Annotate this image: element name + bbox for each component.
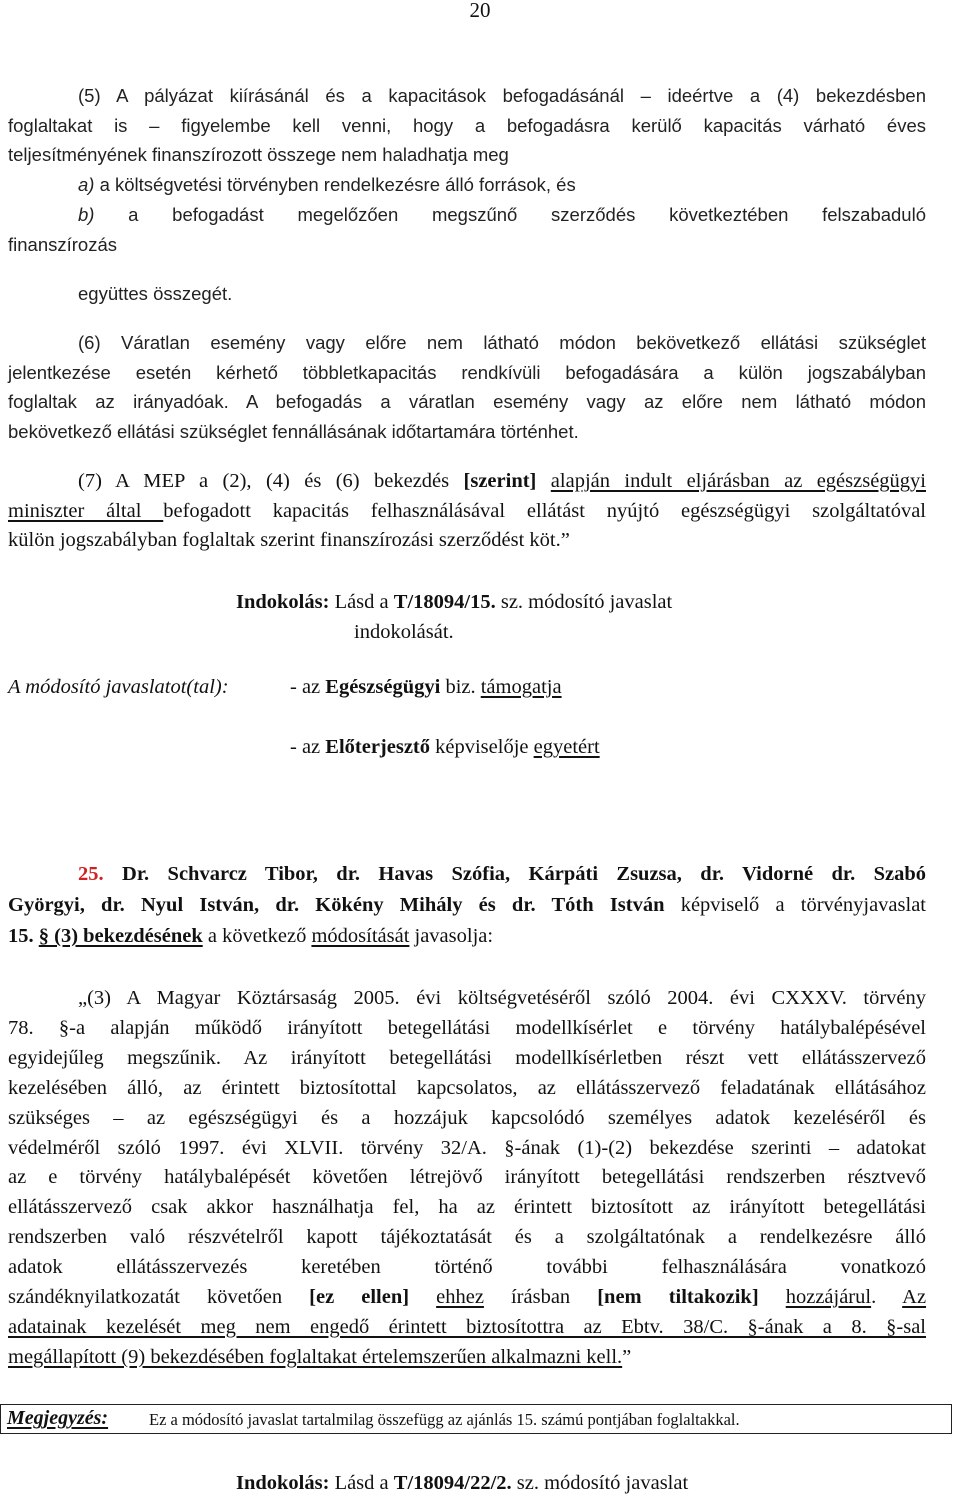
quote-11-e: írásban — [483, 1286, 598, 1309]
proposal-modification-word: módosítását — [311, 925, 410, 947]
quote-line-9: rendszerben való részvételről kapott tájékoztatását és a szolgáltatónak a rendelkezésre álló — [8, 1226, 926, 1249]
quote-11-a: szándéknyilatkozatát követően — [8, 1286, 310, 1309]
support-proposer-position: egyetért — [533, 736, 600, 758]
justification-1-text: Lásd a — [329, 591, 394, 613]
p6-line-3: foglaltak az irányadóak. A befogadás a váratlan esemény vagy az előre nem látható módon — [8, 391, 926, 413]
p5-b-text: a befogadást megelőzően megszűnő szerződés következtében felszabaduló — [94, 203, 926, 225]
proposal-25-line-3 — [8, 921, 926, 952]
quote-line-7: az e törvény hatálybalépését követően létrejövő irányított betegellátási rendszerben résztvevő — [8, 1166, 926, 1189]
paragraph-6 — [8, 328, 926, 447]
p5-b-marker: b) — [78, 203, 95, 225]
note-label: Megjegyzés: — [7, 1407, 109, 1429]
p7-line-2 — [8, 497, 926, 527]
quote-11-i: . — [871, 1286, 903, 1309]
support-proposer-name: Előterjesztő — [325, 736, 431, 758]
p7-text-1: (7) A MEP a (2), (4) és (6) bekezdés — [78, 470, 464, 492]
quote-line-4: kezelésében álló, az érintett biztosítottal kapcsolatos, az ellátásszervező feladatának ellátásához — [8, 1076, 926, 1099]
page-number: 20 — [469, 0, 491, 22]
paragraph-7 — [8, 467, 926, 556]
quote-11-deleted-2: [nem tiltakozik] — [597, 1286, 759, 1309]
quote-line-5: szükséges – az egészségügyi és a hozzájuk kapcsolódó személyes adatok kezeléséről és — [8, 1106, 926, 1129]
support-proposer-mid: képviselője — [430, 736, 534, 758]
p7-line-1 — [8, 467, 926, 497]
proposal-25-text-2: a következő — [202, 925, 312, 947]
quote-line-10: adatok ellátásszervezés keretében történő további felhasználására vonatkozó — [8, 1256, 926, 1279]
quote-line-3: egyidejűleg megszűnik. Az irányított betegellátási modellkísérletben részt vett ellátásszervező — [8, 1046, 926, 1069]
note-box — [0, 1404, 952, 1434]
justification-1-label: Indokolás: — [236, 591, 330, 613]
p5-line-2: foglaltakat is – figyelembe kell venni, hogy a befogadásra kerülő kapacitás várható éves — [8, 114, 926, 136]
proposal-authors-1: Dr. Schvarcz Tibor, dr. Havas Szófia, Kárpáti Zsuzsa, dr. Vidorné dr. Szabó — [103, 863, 926, 885]
justification-2 — [236, 1468, 688, 1498]
support-proposer — [290, 736, 600, 759]
justification-1-line — [236, 587, 672, 617]
quote-11-inserted-1: ehhez — [436, 1286, 484, 1309]
quote-12-inserted: adatainak kezelését meg nem engedő érintett biztosítottra az Ebtv. 38/C. §-ának a 8. §-sal — [8, 1315, 926, 1338]
quote-11-space-1 — [409, 1286, 436, 1308]
p5-line-1: (5) A pályázat kiírásánál és a kapacitások befogadásánál – ideértve a (4) bekezdésben — [78, 85, 926, 106]
proposal-authors-2: Györgyi, dr. Nyul István, dr. Kökény Mihály és dr. Tóth István — [8, 894, 665, 916]
support-committee — [290, 676, 562, 699]
proposal-25-line-2 — [8, 890, 926, 921]
quote-line-6: védelméről szóló 1997. évi XLVII. törvény 32/A. §-ának (1)-(2) bekezdése szerinti – adatokat — [8, 1136, 926, 1159]
justification-1 — [236, 587, 672, 647]
quote-line-2: 78. §-a alapján működő irányított betegellátási modellkísérlet e törvény hatálybalépésével — [8, 1016, 926, 1039]
quote-11-inserted-3: Az — [902, 1286, 927, 1309]
p7-text-2: befogadott kapacitás felhasználásával ellátást nyújtó egészségügyi szolgáltatóval — [163, 499, 926, 522]
p7-deleted-word: [szerint] — [463, 470, 537, 492]
support-committee-prefix: - az — [290, 676, 326, 698]
justification-1-text-2: sz. módosító javaslat — [495, 591, 673, 613]
quote-11-deleted-1: [ez ellen] — [309, 1286, 410, 1309]
proposal-number: 25. — [78, 863, 104, 885]
justification-2-text-2: sz. módosító javaslat — [511, 1472, 689, 1494]
proposal-25-line-1 — [8, 859, 926, 890]
p7-inserted-text-2: miniszter által — [8, 499, 164, 522]
proposal-section-ref: § (3) bekezdésének — [38, 925, 203, 947]
justification-1-ref: T/18094/15. — [393, 591, 496, 613]
support-committee-mid: biz. — [440, 676, 481, 698]
paragraph-5 — [8, 81, 926, 309]
p6-line-4: bekövetkező ellátási szükséglet fennállásának időtartamára történhet. — [8, 421, 579, 443]
justification-1-line-2: indokolását. — [354, 621, 454, 643]
quote-13-end: ” — [622, 1345, 632, 1368]
p7-line-3: külön jogszabályban foglaltak szerint finanszírozási szerződést köt.” — [8, 529, 570, 552]
quote-11-space-2 — [759, 1286, 786, 1308]
quote-line-12 — [8, 1313, 926, 1343]
quote-line-8: ellátásszervező csak akkor használhatja fel, ha az érintett biztosított az irányított betegellátási — [8, 1196, 926, 1219]
p6-line-1: (6) Váratlan esemény vagy előre nem látható módon bekövetkező ellátási szükséglet — [78, 332, 926, 353]
p5-b-continuation: finanszírozás — [8, 233, 117, 255]
quote-line-13 — [8, 1343, 926, 1373]
p5-item-a — [8, 170, 926, 200]
proposal-section-number: 15. — [8, 925, 39, 947]
quote-11-inserted-2: hozzájárul — [785, 1286, 872, 1309]
quote-line-11 — [8, 1283, 926, 1313]
p5-line-3: teljesítményének finanszírozott összege nem haladhatja meg — [8, 144, 509, 166]
support-label: A módosító javaslatot(tal): — [8, 676, 229, 698]
quote-line-1: „(3) A Magyar Köztársaság 2005. évi költségvetéséről szóló 2004. évi CXXXV. törvény — [78, 987, 926, 1009]
quote-13-inserted: megállapított (9) bekezdésében foglaltakat értelemszerűen alkalmazni kell. — [8, 1345, 623, 1368]
support-committee-position: támogatja — [480, 676, 562, 698]
justification-2-label: Indokolás: — [236, 1472, 330, 1494]
p5-a-marker: a) — [78, 174, 95, 196]
p5-a-text: a költségvetési törvényben rendelkezésre álló források, és — [94, 174, 576, 196]
justification-2-text: Lásd a — [329, 1472, 394, 1494]
p7-space — [536, 470, 550, 492]
proposal-25-text-3: javasolja: — [409, 925, 494, 947]
p7-inserted-text-1: alapján indult eljárásban az egészségügyi — [550, 470, 926, 492]
p5-item-b — [8, 200, 926, 230]
p5-closing: együttes összegét. — [78, 283, 233, 305]
support-proposer-prefix: - az — [290, 736, 326, 758]
note-text: Ez a módosító javaslat tartalmilag összefügg az ajánlás 15. számú pontjában foglaltakkal. — [149, 1410, 740, 1429]
support-committee-name: Egészségügyi — [325, 676, 441, 698]
quoted-amendment — [8, 984, 926, 1373]
justification-2-ref: T/18094/22/2. — [393, 1472, 512, 1494]
proposal-25-text: képviselő a törvényjavaslat — [664, 894, 926, 916]
proposal-25 — [8, 859, 926, 952]
p6-line-2: jelentkezése esetén kérhető többletkapacitás rendkívüli befogadására a külön jogszabályban — [8, 361, 926, 383]
